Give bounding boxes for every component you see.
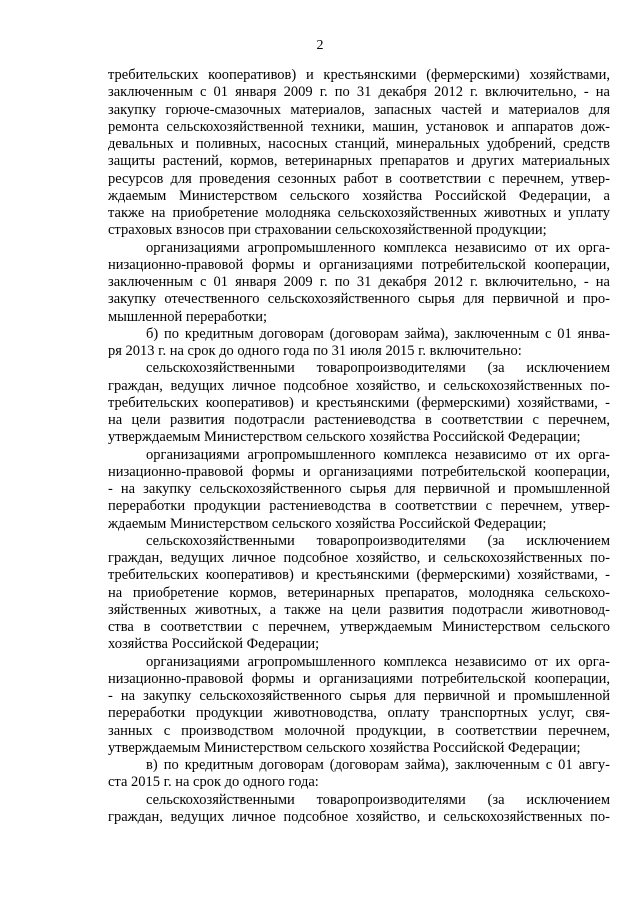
text-line: переработки продукции растениеводства в соответствии с перечнем, утвер- (108, 498, 610, 515)
text-line: организациями агропромышленного комплекса независимо от их орга- (146, 653, 610, 670)
text-line: хозяйства Российской Федерации; (108, 636, 320, 653)
text-line: мышленной переработки; (108, 308, 268, 325)
text-line: занных с производством молочной продукции, в соответствии перечнем, (108, 722, 610, 739)
text-line: ждаемым Министерством сельского хозяйства Российской Федерации, а (108, 187, 610, 204)
text-line: требительских кооперативов) и крестьянскими (фермерскими) хозяйствами, - (108, 567, 610, 584)
text-line: требительских кооперативов) и крестьянскими (фермерскими) хозяйствами, - (108, 394, 610, 411)
text-line: закупку горюче-смазочных материалов, запасных частей и материалов для (108, 101, 610, 118)
text-line: утверждаемым Министерством сельского хозяйства Российской Федерации; (108, 429, 581, 446)
text-line: низационно-правовой формы и организациями потребительской кооперации, (108, 463, 610, 480)
text-line: в) по кредитным договорам (договорам займа), заключенным с 01 авгу- (146, 757, 610, 773)
text-line: переработки продукции животноводства, оплату транспортных услуг, свя- (108, 705, 610, 722)
text-line: заключенным с 01 января 2009 г. по 31 декабря 2012 г. включительно, - на (108, 84, 610, 101)
text-line: - на закупку сельскохозяйственного сырья для первичной и промышленной (108, 481, 610, 497)
text-line: ресурсов для проведения сезонных работ в соответствии с перечнем, утвер- (108, 170, 610, 187)
page-number: 2 (316, 38, 324, 53)
text-line: защиты растений, кормов, ветеринарных препаратов и других материальных (108, 153, 610, 170)
text-line: на приобретение кормов, ветеринарных препаратов, молодняка сельскохо- (108, 584, 610, 601)
text-line: закупку отечественного сельскохозяйственного сырья для первичной и про- (108, 291, 610, 308)
text-line: низационно-правовой формы и организациями потребительской кооперации, (108, 256, 610, 273)
text-line: граждан, ведущих личное подсобное хозяйство, и сельскохозяйственных по- (108, 808, 610, 825)
text-line: ремонта сельскохозяйственной техники, машин, установок и аппаратов дож- (108, 118, 610, 135)
text-line: ста 2015 г. на срок до одного года: (108, 774, 319, 791)
text-line: ря 2013 г. на срок до одного года по 31 июля 2015 г. включительно: (108, 343, 522, 359)
text-line: требительских кооперативов) и крестьянскими (фермерскими) хозяйствами, (108, 67, 610, 83)
text-line: утверждаемым Министерством сельского хозяйства Российской Федерации; (108, 739, 581, 756)
text-line: низационно-правовой формы и организациями потребительской кооперации, (108, 670, 610, 687)
document-body (108, 67, 610, 826)
text-line: заключенным с 01 января 2009 г. по 31 декабря 2012 г. включительно, - на (108, 274, 610, 290)
text-line: сельскохозяйственными товаропроизводителями (за исключением (146, 791, 610, 808)
text-line: также на приобретение молодняка сельскохозяйственных животных и уплату (108, 205, 610, 221)
text-line: сельскохозяйственными товаропроизводителями (за исключением (146, 532, 610, 549)
text-line: граждан, ведущих личное подсобное хозяйство, и сельскохозяйственных по- (108, 550, 610, 566)
text-line: сельскохозяйственными товаропроизводителями (за исключением (146, 360, 610, 377)
text-line: страховых взносов при страховании сельскохозяйственной продукции; (108, 222, 547, 239)
text-line: б) по кредитным договорам (договорам займа), заключенным с 01 янва- (146, 325, 610, 342)
text-line: граждан, ведущих личное подсобное хозяйство, и сельскохозяйственных по- (108, 377, 610, 394)
text-line: зяйственных животных, а также на цели развития подотрасли животновод- (108, 601, 610, 618)
text-line: организациями агропромышленного комплекса независимо от их орга- (146, 239, 610, 256)
text-line: ждаемым Министерством сельского хозяйства Российской Федерации; (108, 515, 547, 532)
text-line: организациями агропромышленного комплекса независимо от их орга- (146, 446, 610, 463)
text-line: девальных и поливных, насосных станций, минеральных удобрений, средств (108, 136, 610, 152)
text-line: ства в соответствии с перечнем, утверждаемым Министерством сельского (108, 619, 610, 635)
text-line: на цели развития подотрасли растениеводства в соответствии с перечнем, (108, 412, 610, 428)
text-line: - на закупку сельскохозяйственного сырья для первичной и промышленной (108, 688, 610, 704)
